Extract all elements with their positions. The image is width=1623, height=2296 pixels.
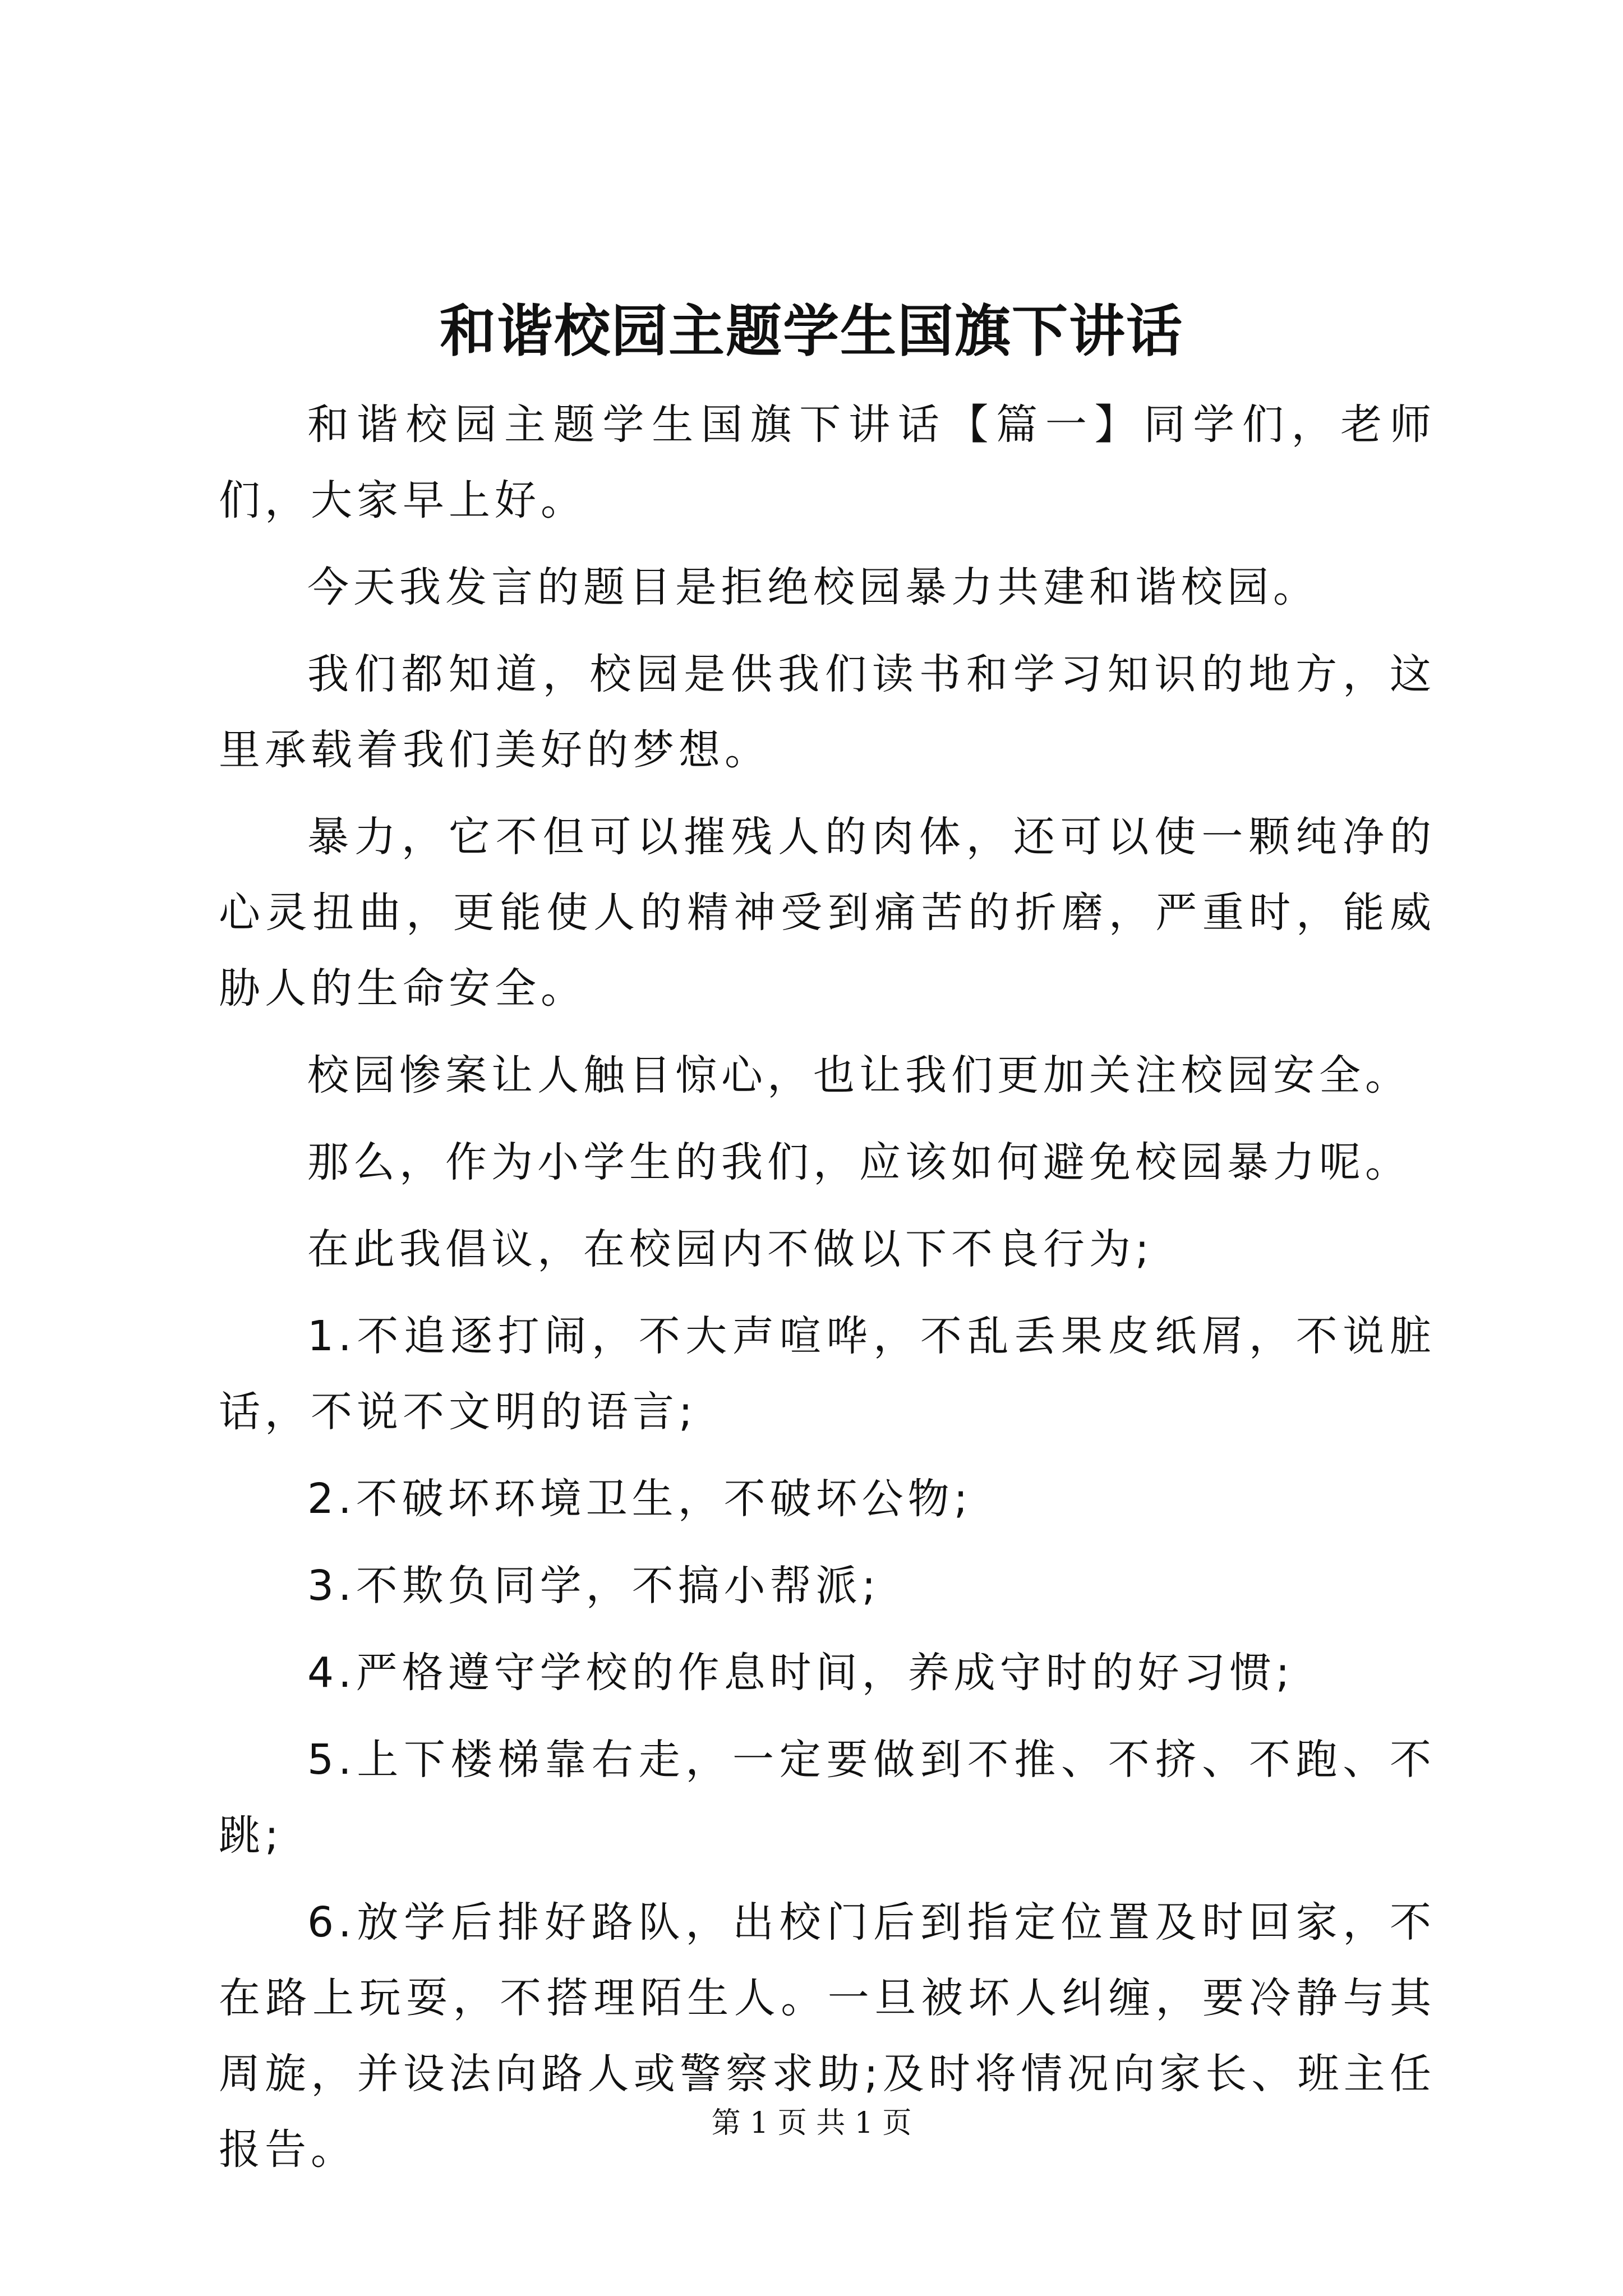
paragraph-6: 那么，作为小学生的我们，应该如何避免校园暴力呢。	[307, 1138, 1411, 1186]
paragraph-7: 在此我倡议，在校园内不做以下不良行为;	[307, 1225, 1154, 1273]
paragraph-1: 和谐校园主题学生国旗下讲话【篇一】同学们，老师们，大家早上好。	[219, 401, 1436, 524]
paragraph-2: 今天我发言的题目是拒绝校园暴力共建和谐校园。	[307, 563, 1319, 611]
list-item-2: 2.不破坏环境卫生，不破坏公物;	[307, 1475, 972, 1523]
page-footer: 第 1 页 共 1 页	[711, 2106, 912, 2140]
document-body	[219, 387, 1436, 2199]
list-item-1: 1.不追逐打闹，不大声喧哗，不乱丢果皮纸屑，不说脏话，不说不文明的语言;	[219, 1312, 1436, 1436]
paragraph-4: 暴力，它不但可以摧残人的肉体，还可以使一颗纯净的心灵扭曲，更能使人的精神受到痛苦的折磨，严重时，能威胁人的生命安全。	[219, 813, 1436, 1013]
list-item-3: 3.不欺负同学，不搞小帮派;	[307, 1562, 880, 1610]
list-item-6: 6.放学后排好路队，出校门后到指定位置及时回家，不在路上玩耍，不搭理陌生人。一旦被坏人纠缠，要冷静与其周旋，并设法向路人或警察求助;及时将情况向家长、班主任报告。	[219, 1898, 1436, 2174]
list-item-4: 4.严格遵守学校的作息时间，养成守时的好习惯;	[307, 1649, 1294, 1697]
paragraph-3: 我们都知道，校园是供我们读书和学习知识的地方，这里承载着我们美好的梦想。	[219, 650, 1436, 774]
list-item-5: 5.上下楼梯靠右走，一定要做到不推、不挤、不跑、不跳;	[219, 1736, 1436, 1860]
document-title: 和谐校园主题学生国旗下讲话	[440, 298, 1183, 364]
paragraph-5: 校园惨案让人触目惊心，也让我们更加关注校园安全。	[307, 1051, 1411, 1099]
